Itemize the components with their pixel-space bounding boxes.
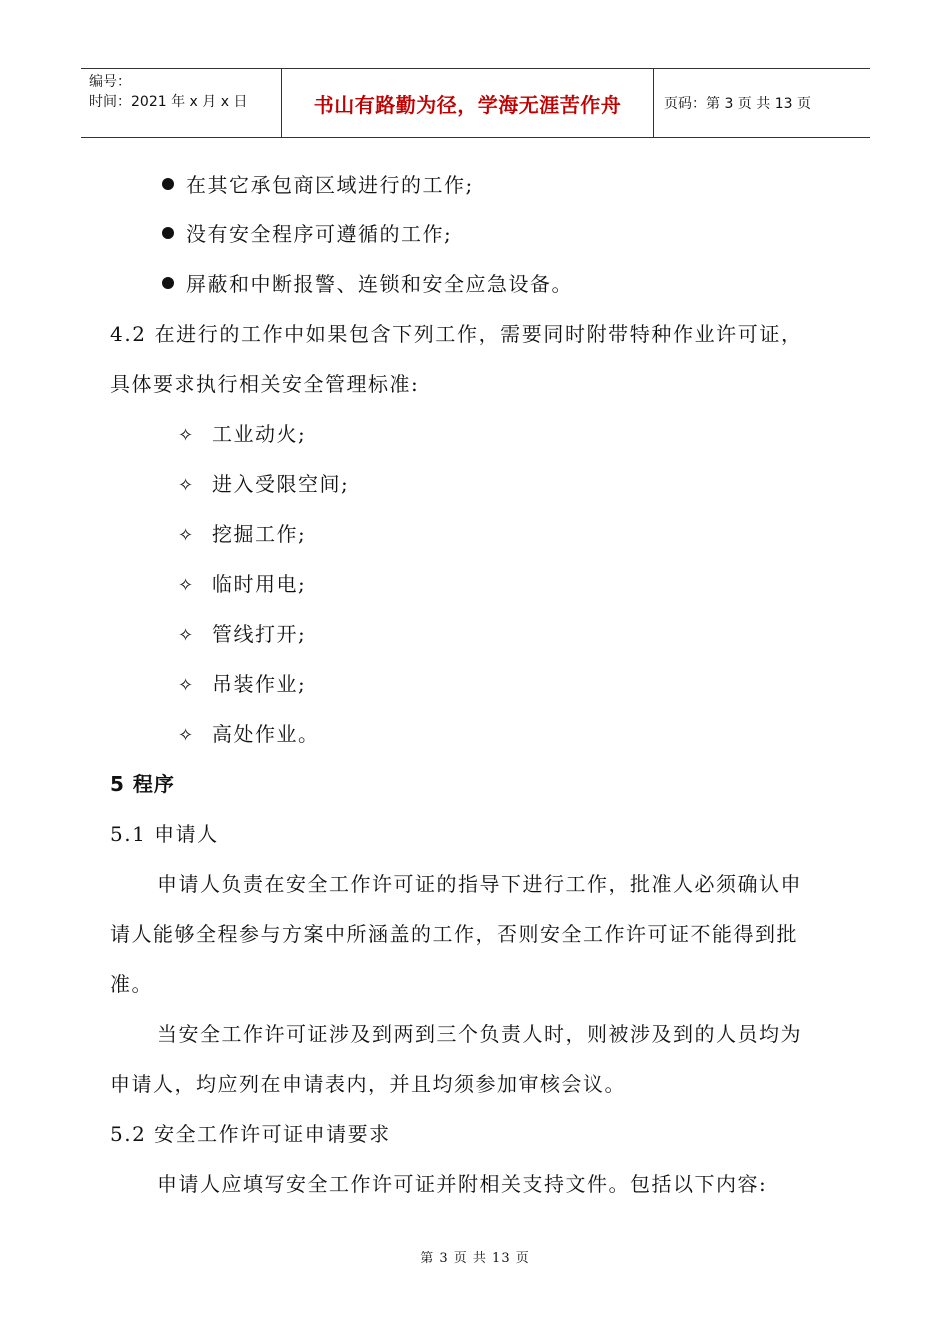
paragraph-2-line-1: 当安全工作许可证涉及到两到三个负责人时，则被涉及到的人员均为 xyxy=(157,1022,802,1046)
special-work-text: 管线打开; xyxy=(212,622,307,646)
special-work-text: 临时用电; xyxy=(212,572,307,596)
diamond-bullet-icon: ✧ xyxy=(178,725,195,746)
special-work-item xyxy=(178,570,306,600)
header-page-label: 页码：第 3 页 共 13 页 xyxy=(664,96,811,112)
diamond-bullet-icon: ✧ xyxy=(178,625,195,646)
special-work-text: 高处作业。 xyxy=(212,722,320,746)
paragraph-3-line-1: 申请人应填写安全工作许可证并附相关支持文件。包括以下内容: xyxy=(157,1172,768,1196)
diamond-bullet-icon: ✧ xyxy=(178,575,195,596)
paragraph-1-line-3: 准。 xyxy=(110,972,153,996)
header-motto: 书山有路勤为径，学海无涯苦作舟 xyxy=(282,69,654,137)
special-work-item xyxy=(178,670,306,700)
bullet-text: 没有安全程序可遵循的工作; xyxy=(186,222,453,246)
document-header xyxy=(81,68,870,138)
paragraph-1-line-2: 请人能够全程参与方案中所涵盖的工作，否则安全工作许可证不能得到批 xyxy=(110,922,798,946)
header-number-label: 编号： xyxy=(89,74,131,90)
section-4-2-line-1: 4.2 在进行的工作中如果包含下列工作，需要同时附带特种作业许可证， xyxy=(110,322,803,346)
header-time-label: 时间：2021 年 x 月 x 日 xyxy=(89,94,248,110)
section-4-2-line-2: 具体要求执行相关安全管理标准: xyxy=(110,372,420,396)
section-5-title: 5 程序 xyxy=(110,772,175,796)
bullet-item xyxy=(162,220,452,248)
diamond-bullet-icon: ✧ xyxy=(178,425,195,446)
section-5-2-title: 5.2 安全工作许可证申请要求 xyxy=(110,1122,391,1146)
page-footer: 第 3 页 共 13 页 xyxy=(420,1251,530,1266)
special-work-item xyxy=(178,620,306,650)
bullet-item xyxy=(162,270,573,298)
header-meta xyxy=(81,69,282,137)
special-work-item xyxy=(178,520,306,550)
special-work-item xyxy=(178,720,320,750)
bullet-text: 在其它承包商区域进行的工作; xyxy=(186,173,474,197)
bullet-text: 屏蔽和中断报警、连锁和安全应急设备。 xyxy=(186,272,573,296)
bullet-dot-icon xyxy=(162,178,174,190)
paragraph-1-line-1: 申请人负责在安全工作许可证的指导下进行工作，批准人必须确认申 xyxy=(157,872,802,896)
paragraph-2-line-2: 申请人，均应列在申请表内，并且均须参加审核会议。 xyxy=(110,1072,626,1096)
special-work-item xyxy=(178,470,349,500)
diamond-bullet-icon: ✧ xyxy=(178,525,195,546)
special-work-item xyxy=(178,420,306,450)
special-work-text: 进入受限空间; xyxy=(212,472,350,496)
bullet-dot-icon xyxy=(162,277,174,289)
special-work-text: 吊装作业; xyxy=(212,672,307,696)
bullet-item xyxy=(162,171,474,199)
bullet-dot-icon xyxy=(162,227,174,239)
special-work-text: 工业动火; xyxy=(212,422,307,446)
diamond-bullet-icon: ✧ xyxy=(178,675,195,696)
diamond-bullet-icon: ✧ xyxy=(178,475,195,496)
section-5-1-title: 5.1 申请人 xyxy=(110,822,219,846)
special-work-text: 挖掘工作; xyxy=(212,522,307,546)
